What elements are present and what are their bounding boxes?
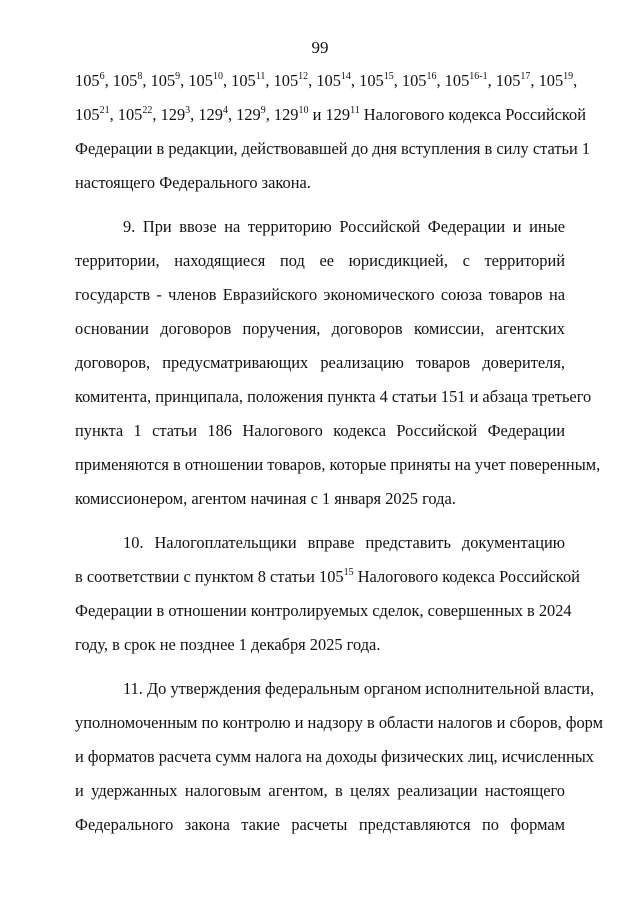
text-run: комиссионером, агентом начиная с 1 января 2025 года. — [75, 489, 456, 508]
document-body — [75, 64, 603, 842]
text-run: Налогового кодекса Российской — [359, 105, 587, 124]
text-line-p1-l2 — [75, 98, 587, 132]
text-run: , 105 — [222, 71, 256, 90]
text-line-p1-l4 — [75, 166, 565, 200]
text-run: , 105 — [104, 71, 138, 90]
text-run: уполномоченным по контролю и надзору в области налогов и сборов, форм — [75, 713, 603, 732]
text-run: договоров, предусматривающих реализацию товаров доверителя, — [75, 353, 565, 372]
superscript: 12 — [298, 71, 309, 82]
page-number: 99 — [311, 38, 329, 57]
text-line-p2-l6 — [75, 380, 592, 414]
superscript: 19 — [563, 71, 574, 82]
text-line-p4-l2 — [75, 706, 603, 740]
text-line-p2-l2 — [75, 244, 565, 278]
superscript: 9 — [175, 71, 181, 82]
text-run: территории, находящиеся под ее юрисдикцией, с территорий — [75, 251, 565, 270]
text-run: комитента, принципала, положения пункта 4 статьи 151 и абзаца третьего — [75, 387, 592, 406]
superscript: 22 — [142, 105, 153, 116]
text-line-p3-l3 — [75, 594, 572, 628]
text-run: в соответствии с пунктом 8 статьи 105 — [75, 567, 344, 586]
text-run: государств - членов Евразийского экономического союза товаров на — [75, 285, 565, 304]
text-line-p2-l8 — [75, 448, 601, 482]
text-run: Налогового кодекса Российской — [353, 567, 580, 586]
superscript: 14 — [340, 71, 351, 82]
text-run: , 105 — [109, 105, 143, 124]
superscript: 6 — [99, 71, 105, 82]
superscript: 21 — [99, 105, 110, 116]
text-run: настоящего Федерального закона. — [75, 173, 311, 192]
text-run: , 129 — [265, 105, 299, 124]
text-run: 105 — [75, 71, 100, 90]
text-run: , 105 — [142, 71, 176, 90]
superscript: 11 — [350, 105, 360, 116]
text-line-p4-l4 — [75, 774, 565, 808]
text-run: , — [573, 71, 578, 90]
superscript: 11 — [255, 71, 266, 82]
text-run: и удержанных налоговым агентом, в целях реализации настоящего — [75, 781, 565, 800]
text-run: , 105 — [487, 71, 521, 90]
text-run: , 105 — [393, 71, 427, 90]
text-run: Федерального закона такие расчеты представляются по формам — [75, 815, 565, 834]
text-line-p2-l3 — [75, 278, 565, 312]
superscript: 16-1 — [469, 71, 488, 82]
text-line-p2-l4 — [75, 312, 565, 346]
text-line-p3-l4 — [75, 628, 565, 662]
text-run: и форматов расчета сумм налога на доходы физических лиц, исчисленных — [75, 747, 594, 766]
text-run: пункта 1 статьи 186 Налогового кодекса Российской Федерации — [75, 421, 565, 440]
text-line-p1-l3 — [75, 132, 591, 166]
superscript: 15 — [343, 567, 354, 578]
text-run: Федерации в отношении контролируемых сделок, совершенных в 2024 — [75, 601, 572, 620]
text-run: , 105 — [308, 71, 341, 90]
text-run: , 129 — [152, 105, 186, 124]
text-run: 10. Налогоплательщики вправе представить документацию — [123, 533, 565, 552]
superscript: 16 — [426, 71, 437, 82]
superscript: 10 — [298, 105, 309, 116]
text-run: , 105 — [265, 71, 299, 90]
text-run: и 129 — [308, 105, 351, 124]
text-run: 11. До утверждения федеральным органом исполнительной власти, — [123, 679, 595, 698]
text-run: году, в срок не позднее 1 декабря 2025 года. — [75, 635, 381, 654]
superscript: 17 — [520, 71, 531, 82]
text-run: Федерации в редакции, действовавшей до дня вступления в силу статьи 1 — [75, 139, 591, 158]
superscript: 15 — [383, 71, 394, 82]
text-line-p2-l5 — [75, 346, 565, 380]
text-run: 105 — [75, 105, 100, 124]
text-run: основании договоров поручения, договоров комиссии, агентских — [75, 319, 565, 338]
text-run: применяются в отношении товаров, которые приняты на учет поверенным, — [75, 455, 601, 474]
text-run: 9. При ввозе на территорию Российской Федерации и иные — [123, 217, 565, 236]
superscript: 4 — [222, 105, 228, 116]
superscript: 3 — [185, 105, 191, 116]
text-run: , 105 — [350, 71, 384, 90]
superscript: 8 — [137, 71, 143, 82]
text-line-p2-l7 — [75, 414, 565, 448]
text-line-p3-l1 — [75, 526, 565, 560]
text-run: , 105 — [436, 71, 470, 90]
superscript: 9 — [260, 105, 266, 116]
text-run: , 105 — [180, 71, 213, 90]
text-line-p4-l3 — [75, 740, 594, 774]
text-line-p4-l5 — [75, 808, 565, 842]
text-line-p2-l1 — [75, 210, 565, 244]
text-run: , 129 — [227, 105, 261, 124]
superscript: 10 — [212, 71, 223, 82]
text-run: , 129 — [190, 105, 223, 124]
text-line-p4-l1 — [75, 672, 595, 706]
text-line-p3-l2 — [75, 560, 580, 594]
text-run: , 105 — [530, 71, 564, 90]
text-line-p1-l1 — [75, 64, 578, 98]
text-line-p2-l9 — [75, 482, 565, 516]
